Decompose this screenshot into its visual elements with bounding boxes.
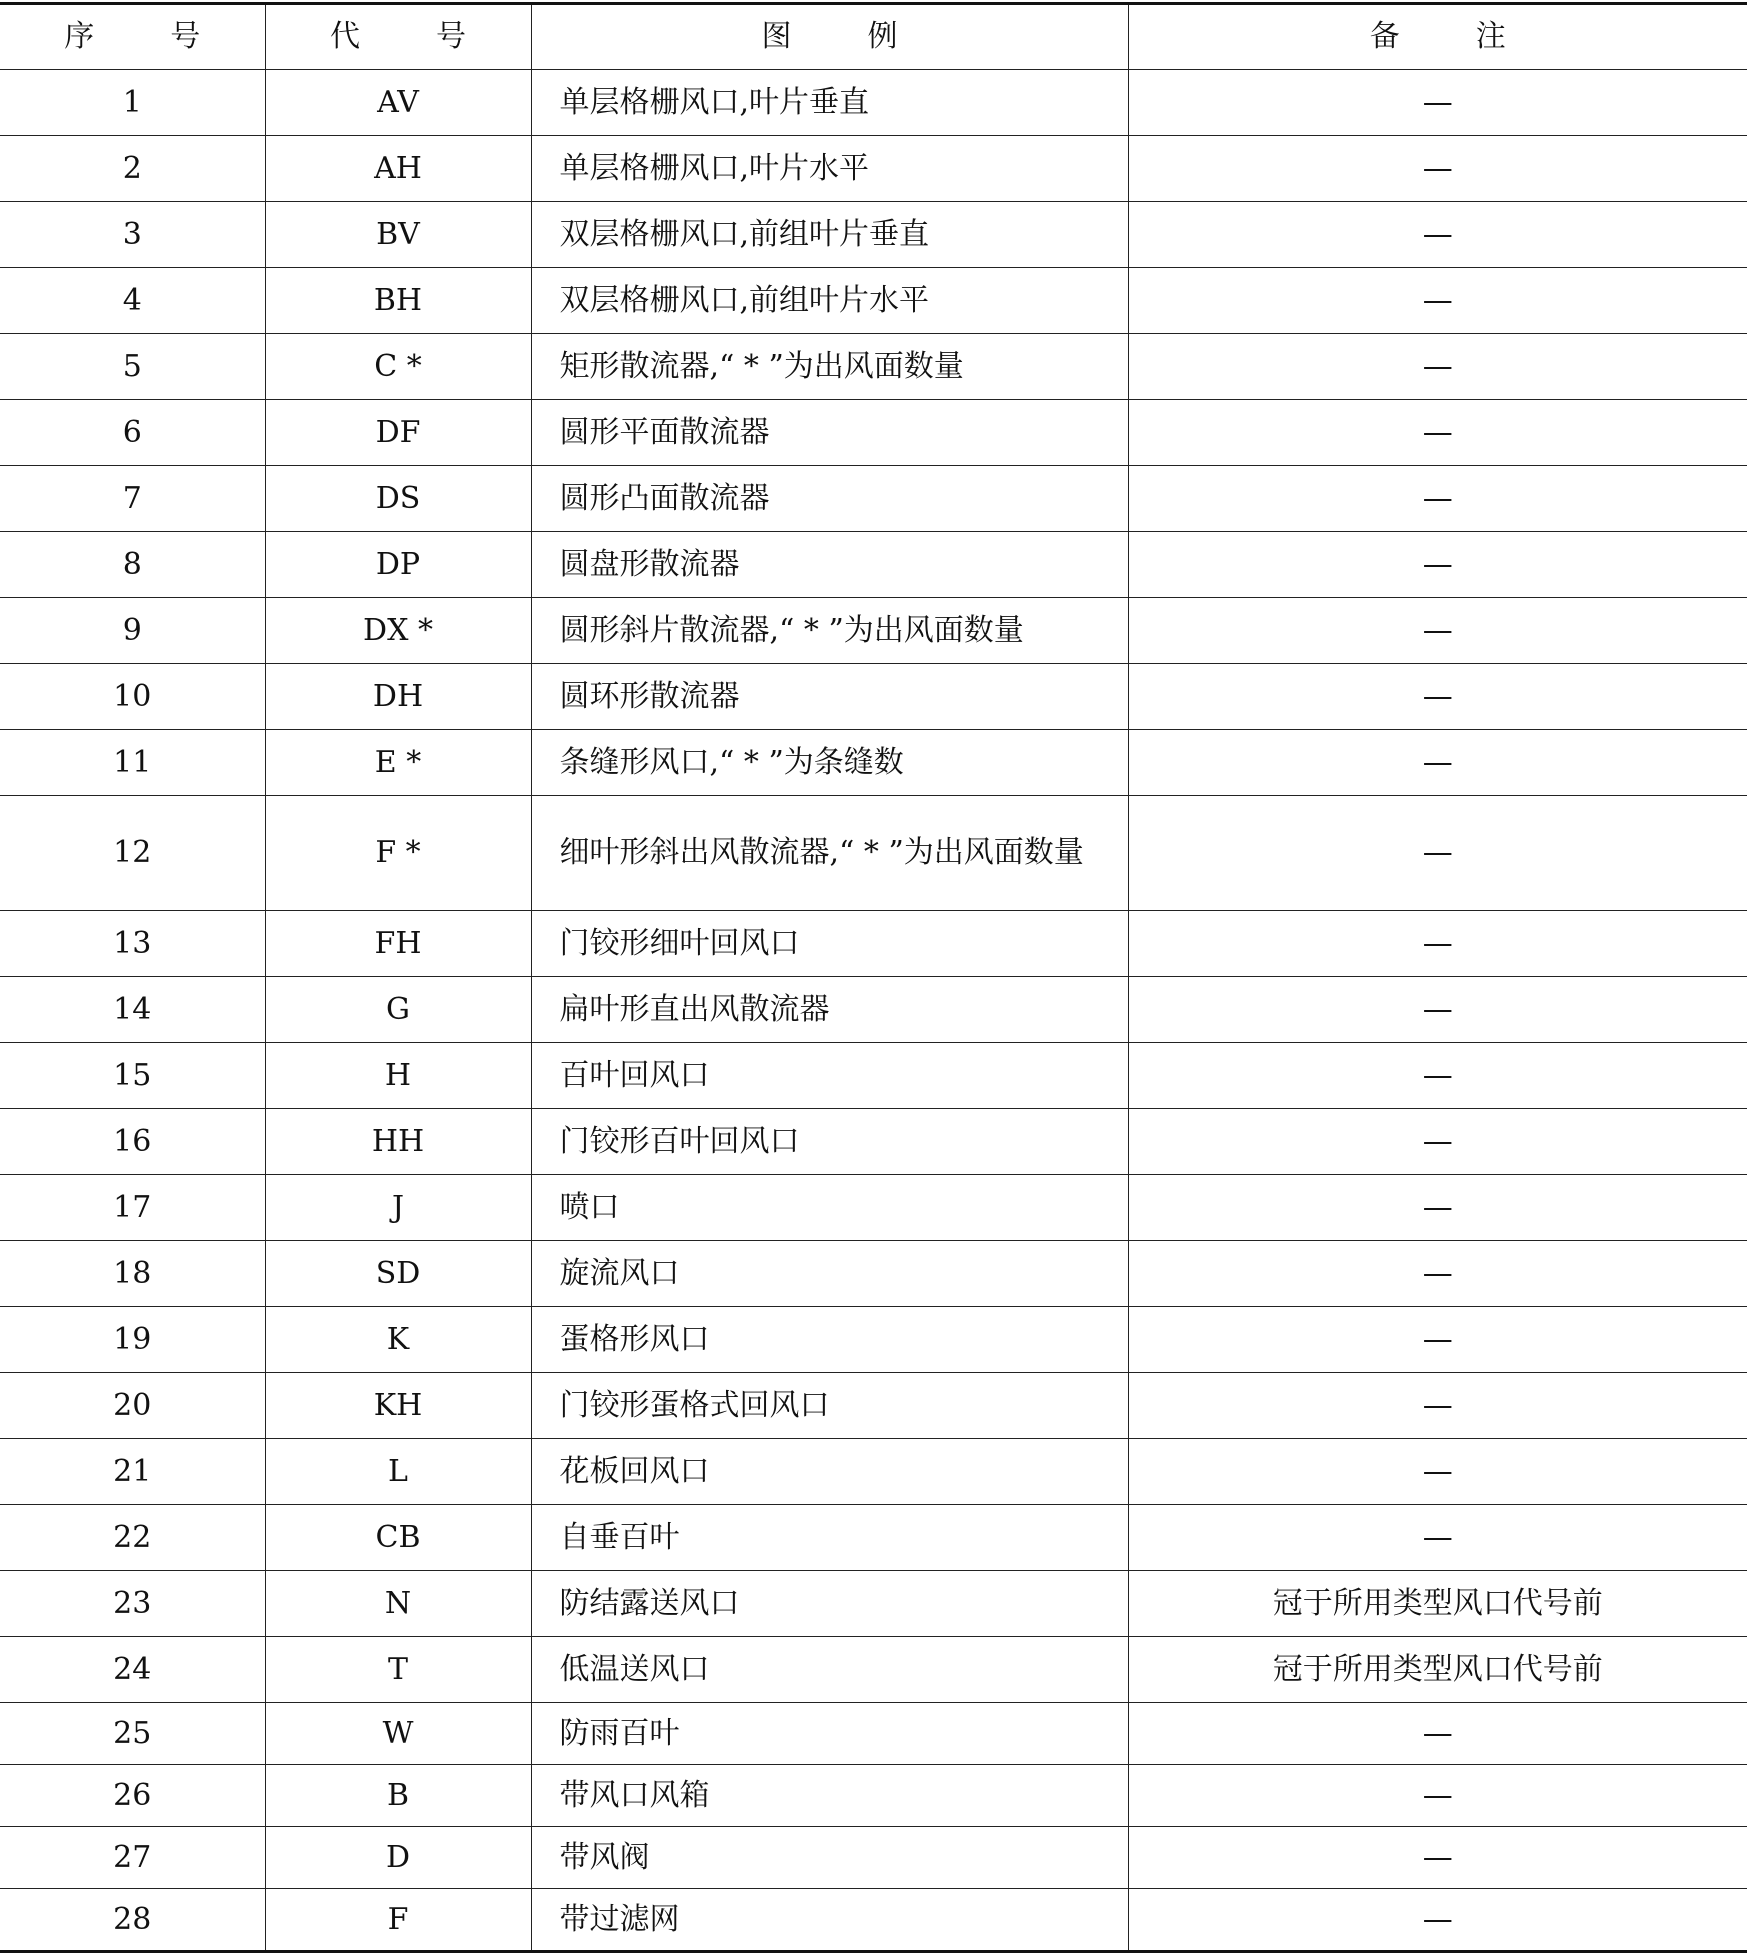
- row-legend: 带风阀: [531, 1827, 1128, 1889]
- row-legend: 低温送风口: [531, 1637, 1128, 1703]
- row-legend: 门铰形细叶回风口: [531, 911, 1128, 977]
- table-row: [0, 136, 1747, 202]
- row-code: F *: [265, 796, 531, 911]
- row-code: D: [265, 1827, 531, 1889]
- table-row: [0, 1241, 1747, 1307]
- row-serial-number: 16: [0, 1109, 265, 1175]
- row-code: AV: [265, 70, 531, 136]
- row-serial-number: 17: [0, 1175, 265, 1241]
- row-serial-number: 3: [0, 202, 265, 268]
- table-row: [0, 532, 1747, 598]
- row-remark: —: [1128, 202, 1747, 268]
- table-row: [0, 268, 1747, 334]
- row-code: CB: [265, 1505, 531, 1571]
- row-remark: —: [1128, 1765, 1747, 1827]
- row-legend: 带风口风箱: [531, 1765, 1128, 1827]
- table-row: [0, 70, 1747, 136]
- row-serial-number: 25: [0, 1703, 265, 1765]
- row-code: K: [265, 1307, 531, 1373]
- table-row: [0, 466, 1747, 532]
- row-code: AH: [265, 136, 531, 202]
- header-remarks: 备 注: [1128, 4, 1747, 70]
- row-legend: 防雨百叶: [531, 1703, 1128, 1765]
- row-legend: 圆环形散流器: [531, 664, 1128, 730]
- table-row: [0, 911, 1747, 977]
- table-row: [0, 1043, 1747, 1109]
- row-serial-number: 2: [0, 136, 265, 202]
- row-legend: 喷口: [531, 1175, 1128, 1241]
- row-remark: —: [1128, 911, 1747, 977]
- row-serial-number: 14: [0, 977, 265, 1043]
- row-serial-number: 23: [0, 1571, 265, 1637]
- row-remark: —: [1128, 466, 1747, 532]
- row-remark: —: [1128, 1439, 1747, 1505]
- row-legend: 矩形散流器,“ * ”为出风面数量: [531, 334, 1128, 400]
- row-serial-number: 18: [0, 1241, 265, 1307]
- row-serial-number: 10: [0, 664, 265, 730]
- row-legend: 扁叶形直出风散流器: [531, 977, 1128, 1043]
- row-remark: —: [1128, 1307, 1747, 1373]
- row-remark: —: [1128, 1505, 1747, 1571]
- row-code: C *: [265, 334, 531, 400]
- header-code: 代 号: [265, 4, 531, 70]
- table-row: [0, 1637, 1747, 1703]
- header-legend: 图 例: [531, 4, 1128, 70]
- row-serial-number: 1: [0, 70, 265, 136]
- row-remark: —: [1128, 1109, 1747, 1175]
- table-row: [0, 1703, 1747, 1765]
- table-row: [0, 664, 1747, 730]
- row-serial-number: 24: [0, 1637, 265, 1703]
- row-serial-number: 6: [0, 400, 265, 466]
- row-code: DP: [265, 532, 531, 598]
- row-code: DS: [265, 466, 531, 532]
- table-row: [0, 796, 1747, 911]
- table-row: [0, 1307, 1747, 1373]
- table-row: [0, 1175, 1747, 1241]
- row-code: L: [265, 1439, 531, 1505]
- row-code: H: [265, 1043, 531, 1109]
- row-remark: —: [1128, 796, 1747, 911]
- row-remark: —: [1128, 70, 1747, 136]
- row-remark: —: [1128, 598, 1747, 664]
- row-serial-number: 13: [0, 911, 265, 977]
- row-code: DX *: [265, 598, 531, 664]
- row-remark: —: [1128, 730, 1747, 796]
- row-legend: 单层格栅风口,叶片水平: [531, 136, 1128, 202]
- table-row: [0, 977, 1747, 1043]
- row-code: HH: [265, 1109, 531, 1175]
- row-serial-number: 28: [0, 1889, 265, 1952]
- row-code: W: [265, 1703, 531, 1765]
- row-legend: 细叶形斜出风散流器,“ * ”为出风面数量: [531, 796, 1128, 911]
- row-legend: 蛋格形风口: [531, 1307, 1128, 1373]
- row-remark: —: [1128, 1827, 1747, 1889]
- row-code: DF: [265, 400, 531, 466]
- row-code: F: [265, 1889, 531, 1952]
- row-code: KH: [265, 1373, 531, 1439]
- table-row: [0, 1373, 1747, 1439]
- row-remark: —: [1128, 1241, 1747, 1307]
- row-serial-number: 12: [0, 796, 265, 911]
- row-serial-number: 20: [0, 1373, 265, 1439]
- row-legend: 条缝形风口,“ * ”为条缝数: [531, 730, 1128, 796]
- table-row: [0, 1889, 1747, 1952]
- row-code: BH: [265, 268, 531, 334]
- row-legend: 带过滤网: [531, 1889, 1128, 1952]
- row-serial-number: 11: [0, 730, 265, 796]
- table-header-row: [0, 4, 1747, 70]
- row-legend: 双层格栅风口,前组叶片水平: [531, 268, 1128, 334]
- row-code: J: [265, 1175, 531, 1241]
- row-code: B: [265, 1765, 531, 1827]
- row-remark: —: [1128, 136, 1747, 202]
- row-remark: —: [1128, 664, 1747, 730]
- row-remark: —: [1128, 334, 1747, 400]
- row-serial-number: 27: [0, 1827, 265, 1889]
- row-legend: 门铰形百叶回风口: [531, 1109, 1128, 1175]
- row-code: T: [265, 1637, 531, 1703]
- row-legend: 花板回风口: [531, 1439, 1128, 1505]
- row-legend: 旋流风口: [531, 1241, 1128, 1307]
- row-legend: 自垂百叶: [531, 1505, 1128, 1571]
- table-row: [0, 730, 1747, 796]
- table-row: [0, 1571, 1747, 1637]
- row-code: E *: [265, 730, 531, 796]
- row-serial-number: 5: [0, 334, 265, 400]
- air-outlet-code-table: [0, 2, 1747, 1953]
- row-code: G: [265, 977, 531, 1043]
- row-serial-number: 4: [0, 268, 265, 334]
- row-remark: —: [1128, 532, 1747, 598]
- table-row: [0, 598, 1747, 664]
- row-code: FH: [265, 911, 531, 977]
- row-serial-number: 9: [0, 598, 265, 664]
- table-row: [0, 202, 1747, 268]
- row-legend: 圆形平面散流器: [531, 400, 1128, 466]
- row-remark: —: [1128, 1889, 1747, 1952]
- row-remark: —: [1128, 1703, 1747, 1765]
- row-legend: 圆盘形散流器: [531, 532, 1128, 598]
- row-remark: —: [1128, 977, 1747, 1043]
- table-row: [0, 334, 1747, 400]
- row-code: SD: [265, 1241, 531, 1307]
- row-code: BV: [265, 202, 531, 268]
- row-serial-number: 26: [0, 1765, 265, 1827]
- row-legend: 单层格栅风口,叶片垂直: [531, 70, 1128, 136]
- row-remark: 冠于所用类型风口代号前: [1128, 1571, 1747, 1637]
- table-row: [0, 1439, 1747, 1505]
- row-legend: 防结露送风口: [531, 1571, 1128, 1637]
- header-serial-number: 序 号: [0, 4, 265, 70]
- row-legend: 门铰形蛋格式回风口: [531, 1373, 1128, 1439]
- row-serial-number: 19: [0, 1307, 265, 1373]
- row-remark: —: [1128, 1043, 1747, 1109]
- row-remark: —: [1128, 1175, 1747, 1241]
- row-legend: 双层格栅风口,前组叶片垂直: [531, 202, 1128, 268]
- row-remark: 冠于所用类型风口代号前: [1128, 1637, 1747, 1703]
- row-serial-number: 7: [0, 466, 265, 532]
- row-legend: 百叶回风口: [531, 1043, 1128, 1109]
- row-code: N: [265, 1571, 531, 1637]
- row-legend: 圆形斜片散流器,“ * ”为出风面数量: [531, 598, 1128, 664]
- table-body: [0, 70, 1747, 1952]
- table-row: [0, 400, 1747, 466]
- row-legend: 圆形凸面散流器: [531, 466, 1128, 532]
- row-serial-number: 8: [0, 532, 265, 598]
- row-serial-number: 22: [0, 1505, 265, 1571]
- table-row: [0, 1765, 1747, 1827]
- row-serial-number: 21: [0, 1439, 265, 1505]
- row-remark: —: [1128, 400, 1747, 466]
- table-row: [0, 1109, 1747, 1175]
- row-remark: —: [1128, 268, 1747, 334]
- row-remark: —: [1128, 1373, 1747, 1439]
- table-row: [0, 1827, 1747, 1889]
- row-code: DH: [265, 664, 531, 730]
- table-row: [0, 1505, 1747, 1571]
- row-serial-number: 15: [0, 1043, 265, 1109]
